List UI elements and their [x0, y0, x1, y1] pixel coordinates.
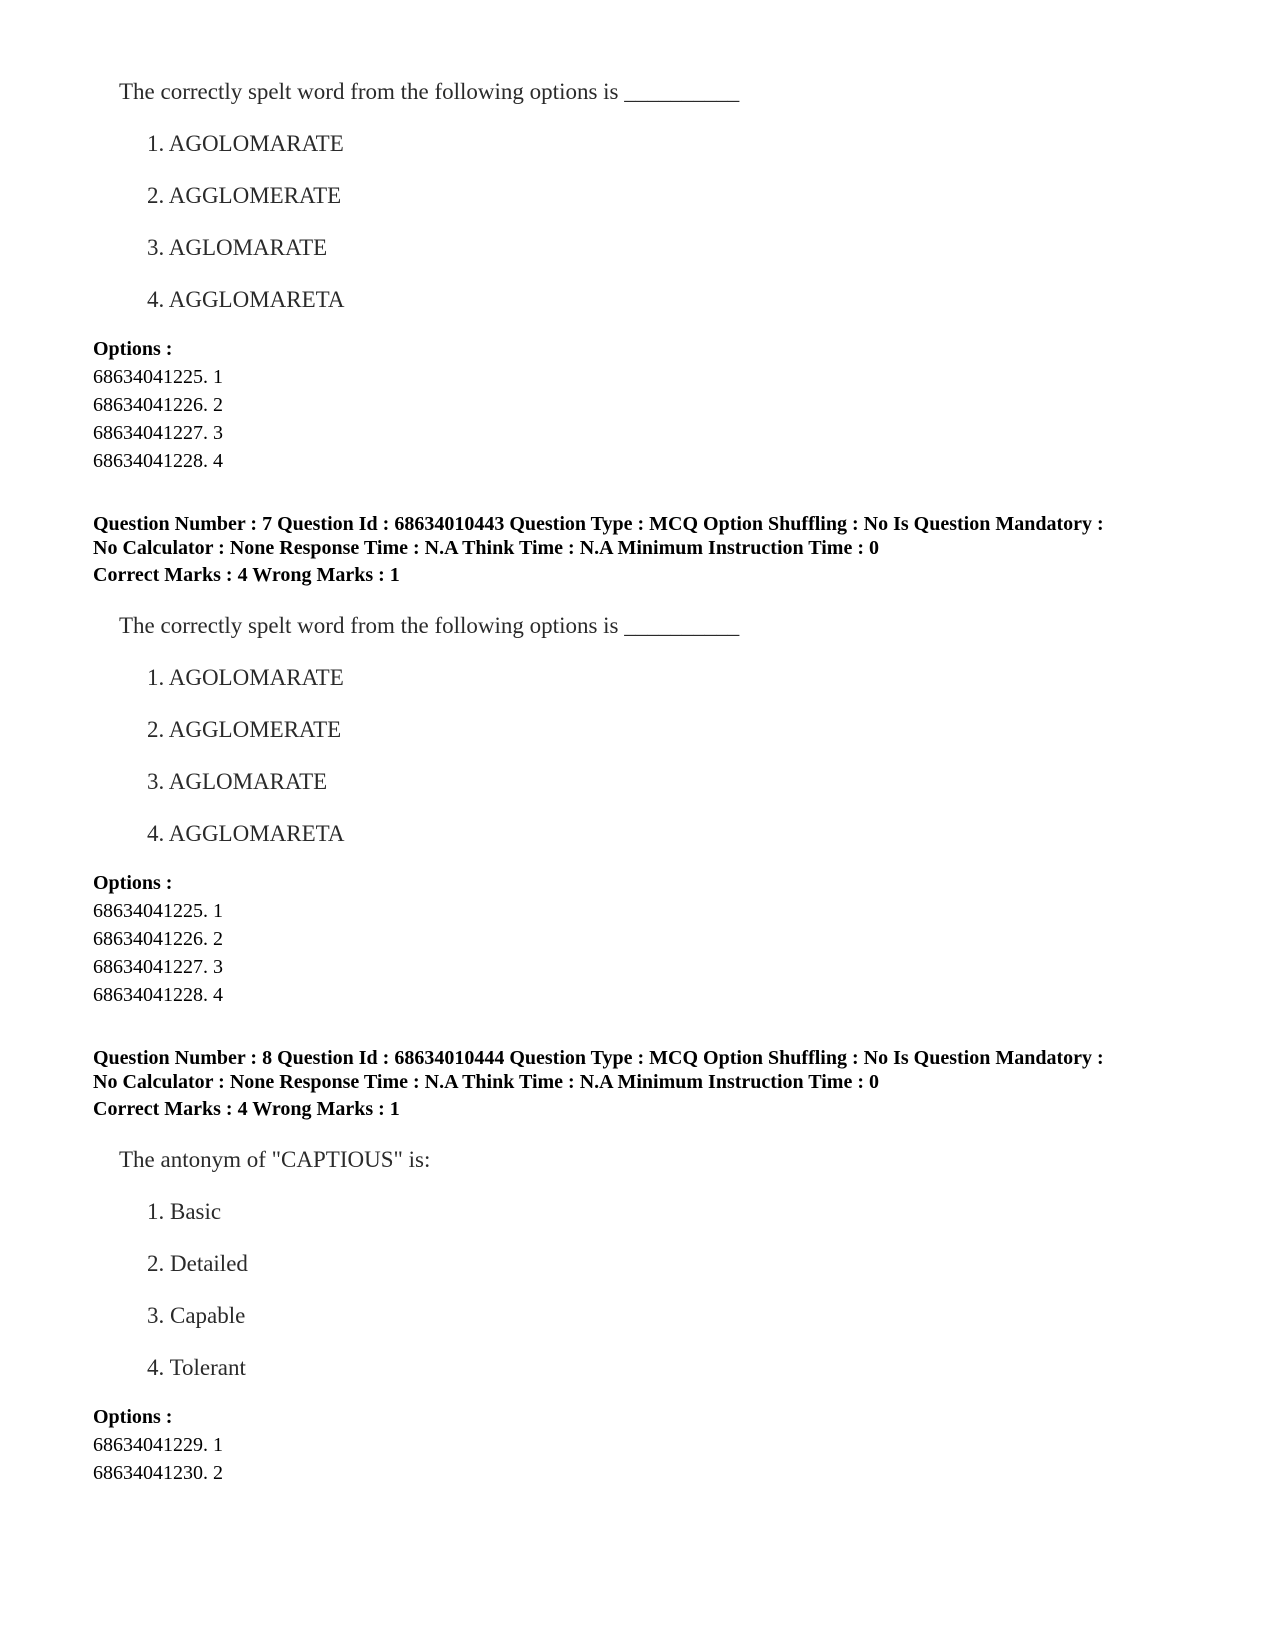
choice-2: 2. AGGLOMERATE	[147, 183, 342, 208]
question-prompt: The antonym of "CAPTIOUS" is:	[119, 1147, 431, 1172]
option-row: 68634041225. 1	[93, 366, 223, 388]
question-meta-line: No Calculator : None Response Time : N.A Think Time : N.A Minimum Instruction Time : 0	[93, 537, 879, 559]
option-row: 68634041228. 4	[93, 450, 223, 472]
choice-4: 4. Tolerant	[147, 1355, 246, 1380]
option-row: 68634041228. 4	[93, 984, 223, 1006]
choice-3: 3. AGLOMARATE	[147, 235, 328, 260]
question-meta	[93, 512, 1223, 560]
question-meta	[93, 1046, 1223, 1094]
choice-4: 4. AGGLOMARETA	[147, 821, 345, 846]
question-marks: Correct Marks : 4 Wrong Marks : 1	[93, 564, 400, 586]
option-row: 68634041226. 2	[93, 394, 223, 416]
options-heading: Options :	[93, 872, 173, 894]
option-row: 68634041229. 1	[93, 1434, 223, 1456]
options-heading: Options :	[93, 338, 173, 360]
option-row: 68634041225. 1	[93, 900, 223, 922]
option-row: 68634041227. 3	[93, 422, 223, 444]
question-marks: Correct Marks : 4 Wrong Marks : 1	[93, 1098, 400, 1120]
choice-1: 1. Basic	[147, 1199, 222, 1224]
choice-3: 3. Capable	[147, 1303, 246, 1328]
choice-3: 3. AGLOMARATE	[147, 769, 328, 794]
question-prompt: The correctly spelt word from the following options is __________	[119, 79, 740, 104]
option-row: 68634041226. 2	[93, 928, 223, 950]
choice-2: 2. Detailed	[147, 1251, 248, 1276]
choice-4: 4. AGGLOMARETA	[147, 287, 345, 312]
options-heading: Options :	[93, 1406, 173, 1428]
question-meta-line: No Calculator : None Response Time : N.A Think Time : N.A Minimum Instruction Time : 0	[93, 1071, 879, 1093]
option-row: 68634041227. 3	[93, 956, 223, 978]
choice-1: 1. AGOLOMARATE	[147, 131, 344, 156]
question-meta-line: Question Number : 7 Question Id : 68634010443 Question Type : MCQ Option Shuffling : No Is Question Mandatory :	[93, 513, 1104, 535]
question-meta-line: Question Number : 8 Question Id : 68634010444 Question Type : MCQ Option Shuffling : No Is Question Mandatory :	[93, 1047, 1104, 1069]
question-prompt: The correctly spelt word from the following options is __________	[119, 613, 740, 638]
option-row: 68634041230. 2	[93, 1462, 223, 1484]
choice-1: 1. AGOLOMARATE	[147, 665, 344, 690]
choice-2: 2. AGGLOMERATE	[147, 717, 342, 742]
